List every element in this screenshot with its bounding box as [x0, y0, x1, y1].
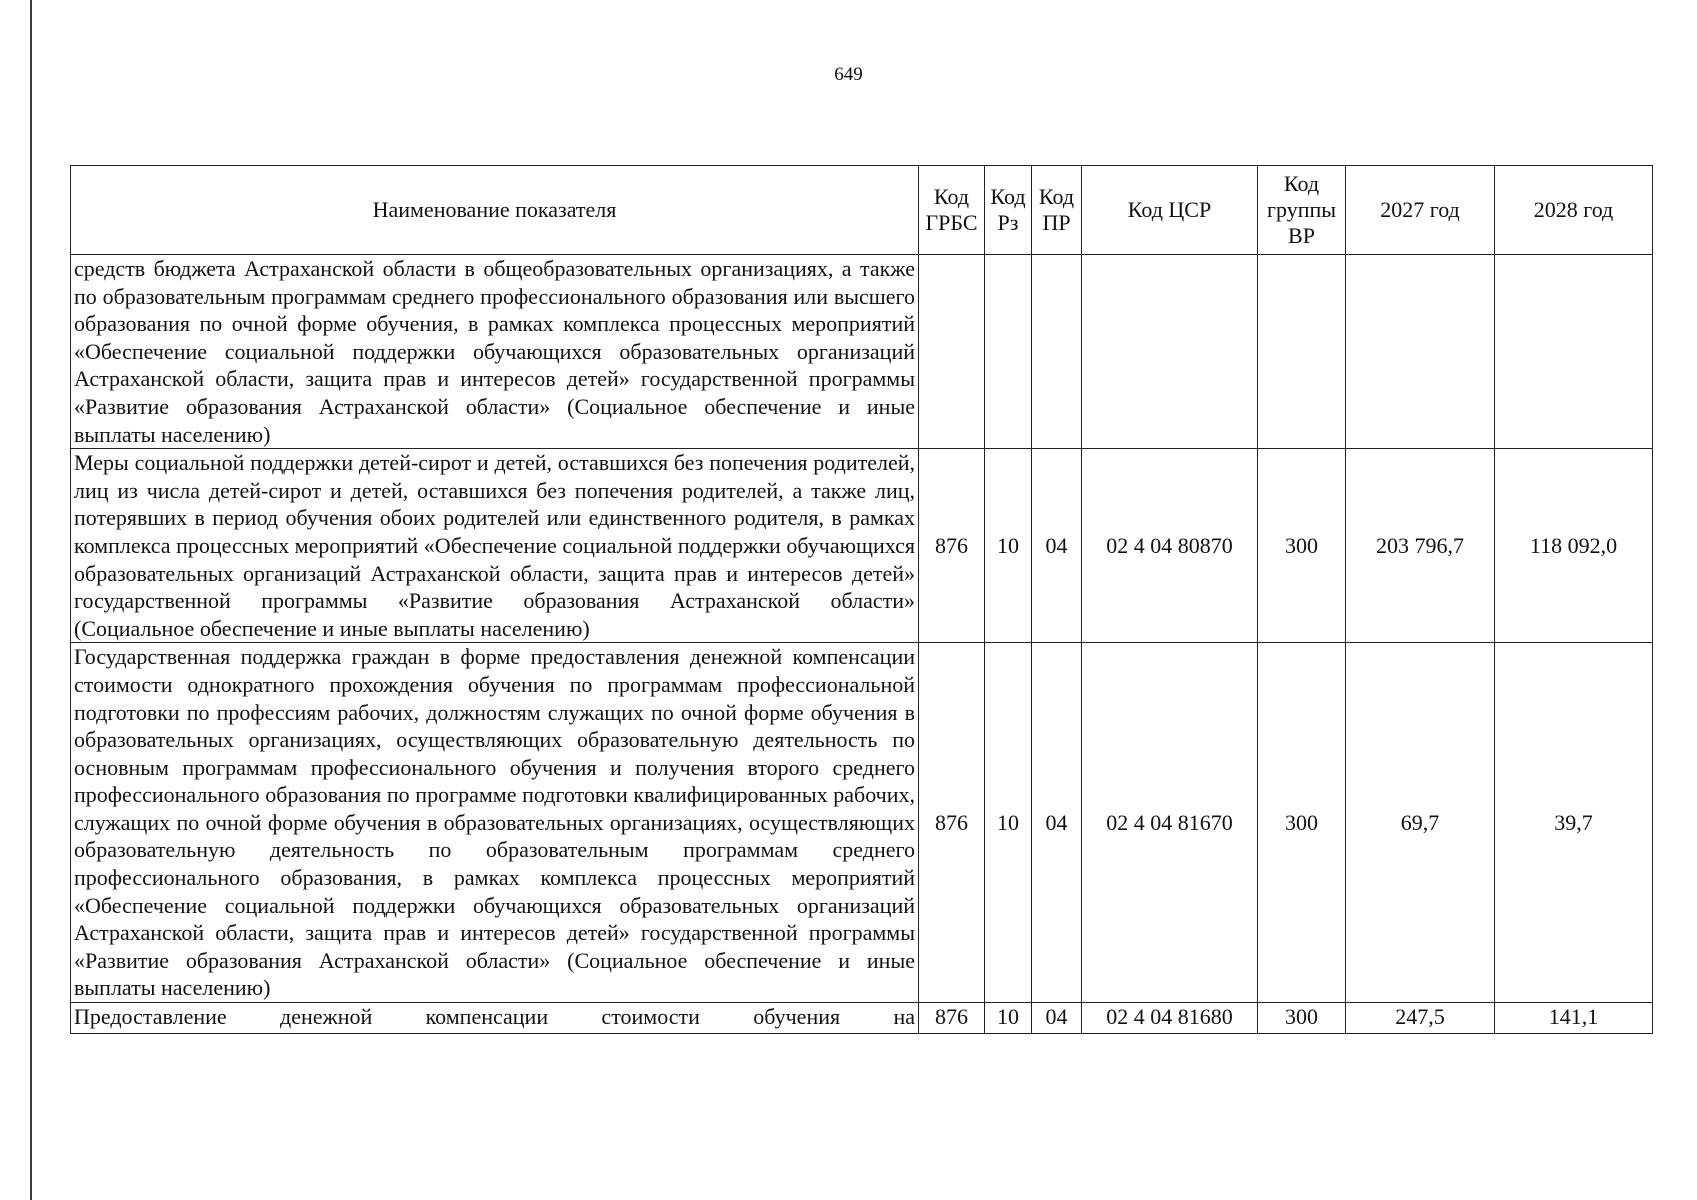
binding-margin-line [30, 0, 32, 1200]
row-rz [985, 255, 1032, 449]
table-row [71, 1003, 1653, 1034]
table-row [71, 255, 1653, 449]
row-2028: 141,1 [1495, 1003, 1653, 1034]
row-vr: 300 [1258, 643, 1346, 1003]
table-header-row [71, 166, 1653, 255]
row-csr [1082, 255, 1258, 449]
row-rz: 10 [985, 643, 1032, 1003]
row-name: Меры социальной поддержки детей-сирот и детей, оставшихся без попечения родителей, лиц из числа детей-сирот и детей, оставшихся без попечения родителей, а также лиц, потерявших в период обучения обоих родителей или единственного родителя, в рамках комплекса процессных мероприятий «Обеспечение социальной поддержки обучающихся образовательных организаций Астраханской области, защита прав и интересов детей» государственной программы «Развитие образования Астраханской области» (Социальное обеспечение и иные выплаты населению) [71, 449, 919, 643]
row-2028: 39,7 [1495, 643, 1653, 1003]
header-vr: Код группы ВР [1258, 166, 1346, 255]
row-grbs: 876 [919, 643, 985, 1003]
header-grbs: Код ГРБС [919, 166, 985, 255]
row-vr: 300 [1258, 449, 1346, 643]
row-name: Государственная поддержка граждан в форме предоставления денежной компенсации стоимости однократного прохождения обучения по программам профессиональной подготовки по профессиям рабочих, должностям служащих по очной форме обучения в образовательных организациях, осуществляющих образовательную деятельность по основным программам профессионального обучения и получения второго среднего профессионального образования по программе подготовки квалифицированных рабочих, служащих по очной форме обучения в образовательных организациях, осуществляющих образовательную деятельность по образовательным программам среднего профессионального образования, в рамках комплекса процессных мероприятий «Обеспечение социальной поддержки обучающихся образовательных организаций Астраханской области, защита прав и интересов детей» государственной программы «Развитие образования Астраханской области» (Социальное обеспечение и иные выплаты населению) [71, 643, 919, 1003]
row-grbs: 876 [919, 449, 985, 643]
row-csr: 02 4 04 81670 [1082, 643, 1258, 1003]
header-2027: 2027 год [1346, 166, 1495, 255]
row-rz: 10 [985, 1003, 1032, 1034]
row-vr: 300 [1258, 1003, 1346, 1034]
row-2027: 247,5 [1346, 1003, 1495, 1034]
row-name: Предоставление денежной компенсации стоимости обучения на [71, 1003, 919, 1034]
row-pr: 04 [1032, 449, 1082, 643]
row-2027 [1346, 255, 1495, 449]
budget-table [70, 165, 1653, 1034]
row-csr: 02 4 04 80870 [1082, 449, 1258, 643]
row-pr: 04 [1032, 1003, 1082, 1034]
row-csr: 02 4 04 81680 [1082, 1003, 1258, 1034]
header-pr: Код ПР [1032, 166, 1082, 255]
row-2027: 69,7 [1346, 643, 1495, 1003]
row-2028: 118 092,0 [1495, 449, 1653, 643]
table-row [71, 449, 1653, 643]
row-rz: 10 [985, 449, 1032, 643]
row-2027: 203 796,7 [1346, 449, 1495, 643]
row-grbs [919, 255, 985, 449]
row-vr [1258, 255, 1346, 449]
row-name: средств бюджета Астраханской области в общеобразовательных организациях, а также по образовательным программам среднего профессионального образования или высшего образования по очной форме обучения, в рамках комплекса процессных мероприятий «Обеспечение социальной поддержки обучающихся образовательных организаций Астраханской области, защита прав и интересов детей» государственной программы «Развитие образования Астраханской области» (Социальное обеспечение и иные выплаты населению) [71, 255, 919, 449]
header-rz: Код Рз [985, 166, 1032, 255]
header-2028: 2028 год [1495, 166, 1653, 255]
header-csr: Код ЦСР [1082, 166, 1258, 255]
row-pr [1032, 255, 1082, 449]
table-row [71, 643, 1653, 1003]
row-grbs: 876 [919, 1003, 985, 1034]
row-2028 [1495, 255, 1653, 449]
header-name: Наименование показателя [71, 166, 919, 255]
row-pr: 04 [1032, 643, 1082, 1003]
page-number: 649 [834, 64, 863, 85]
